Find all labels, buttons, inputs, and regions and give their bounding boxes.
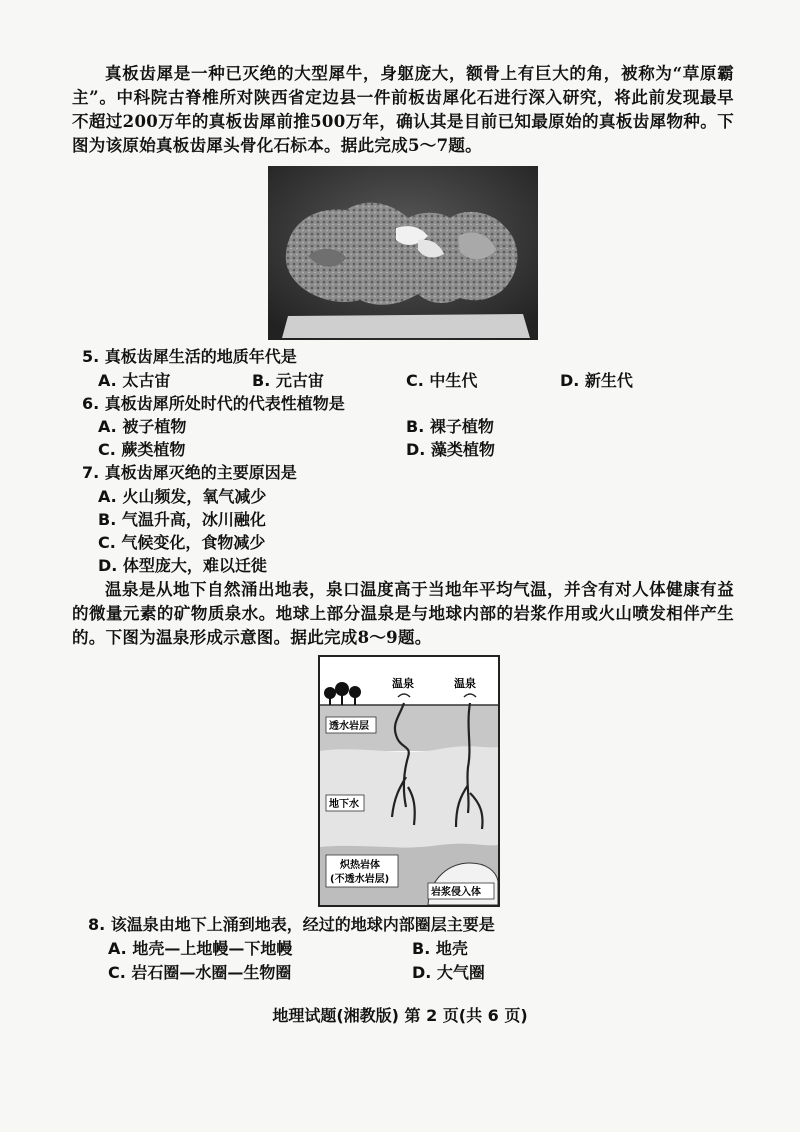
impermeable-layer-label: (不透水岩层) (330, 874, 390, 885)
q6-stem: 6. 真板齿犀所处时代的代表性植物是 (82, 394, 345, 413)
q8-option-c[interactable]: C. 岩石圈—水圈—生物圈 (108, 963, 292, 982)
q7-option-a[interactable]: A. 火山频发，氧气减少 (98, 487, 267, 506)
groundwater-label: 地下水 (329, 799, 359, 810)
q6-option-c[interactable]: C. 蕨类植物 (98, 440, 186, 459)
spring-label-1: 温泉 (392, 677, 414, 690)
spring-label-2: 温泉 (454, 677, 476, 690)
passage-rhino-text: 真板齿犀是一种已灭绝的大型犀牛，身躯庞大，额骨上有巨大的角，被称为“草原霸主”。中科院古脊椎所对陕西省定边县一件前板齿犀化石进行深入研究，将此前发现最早不超过200万年的真板齿犀前推500万年，确认其是目前已知最原始的真板齿犀物种。下图为该原始真板齿犀头骨化石标本。据此完成5～7题。 (72, 64, 734, 155)
fossil-skull-image (268, 166, 538, 340)
passage-hot-spring-text: 温泉是从地下自然涌出地表，泉口温度高于当地年平均气温，并含有对人体健康有益的微量元素的矿物质泉水。地球上部分温泉是与地球内部的岩浆作用或火山喷发相伴产生的。下图为温泉形成示意图。据此完成8～9题。 (72, 580, 734, 647)
q6-option-b[interactable]: B. 裸子植物 (406, 417, 494, 436)
q7-option-d[interactable]: D. 体型庞大，难以迁徙 (98, 556, 267, 575)
q8-option-d[interactable]: D. 大气圈 (412, 963, 485, 982)
q6-option-d[interactable]: D. 藻类植物 (406, 440, 495, 459)
permeable-layer-label: 透水岩层 (329, 721, 369, 732)
q5-option-b[interactable]: B. 元古宙 (252, 371, 324, 390)
magma-intrusion-label: 岩浆侵入体 (431, 887, 481, 898)
hot-spring-diagram-svg (320, 657, 498, 905)
fossil-skull-photo (268, 166, 538, 340)
q5-option-c[interactable]: C. 中生代 (406, 371, 478, 390)
page-footer: 地理试题(湘教版) 第 2 页(共 6 页) (272, 1006, 528, 1025)
passage-hot-spring (72, 578, 734, 650)
q5-option-a[interactable]: A. 太古宙 (98, 371, 171, 390)
q5-stem: 5. 真板齿犀生活的地质年代是 (82, 347, 297, 366)
q7-stem: 7. 真板齿犀灭绝的主要原因是 (82, 463, 297, 482)
q7-option-c[interactable]: C. 气候变化，食物减少 (98, 533, 266, 552)
q8-option-b[interactable]: B. 地壳 (412, 939, 468, 958)
q8-stem: 8. 该温泉由地下上涌到地表，经过的地球内部圈层主要是 (88, 915, 495, 934)
passage-rhino (72, 62, 734, 158)
q7-option-b[interactable]: B. 气温升高，冰川融化 (98, 510, 266, 529)
q6-option-a[interactable]: A. 被子植物 (98, 417, 187, 436)
hot-rock-label: 炽热岩体 (340, 860, 380, 871)
q8-option-a[interactable]: A. 地壳—上地幔—下地幔 (108, 939, 293, 958)
q5-option-d[interactable]: D. 新生代 (560, 371, 633, 390)
hot-spring-diagram (318, 655, 500, 907)
